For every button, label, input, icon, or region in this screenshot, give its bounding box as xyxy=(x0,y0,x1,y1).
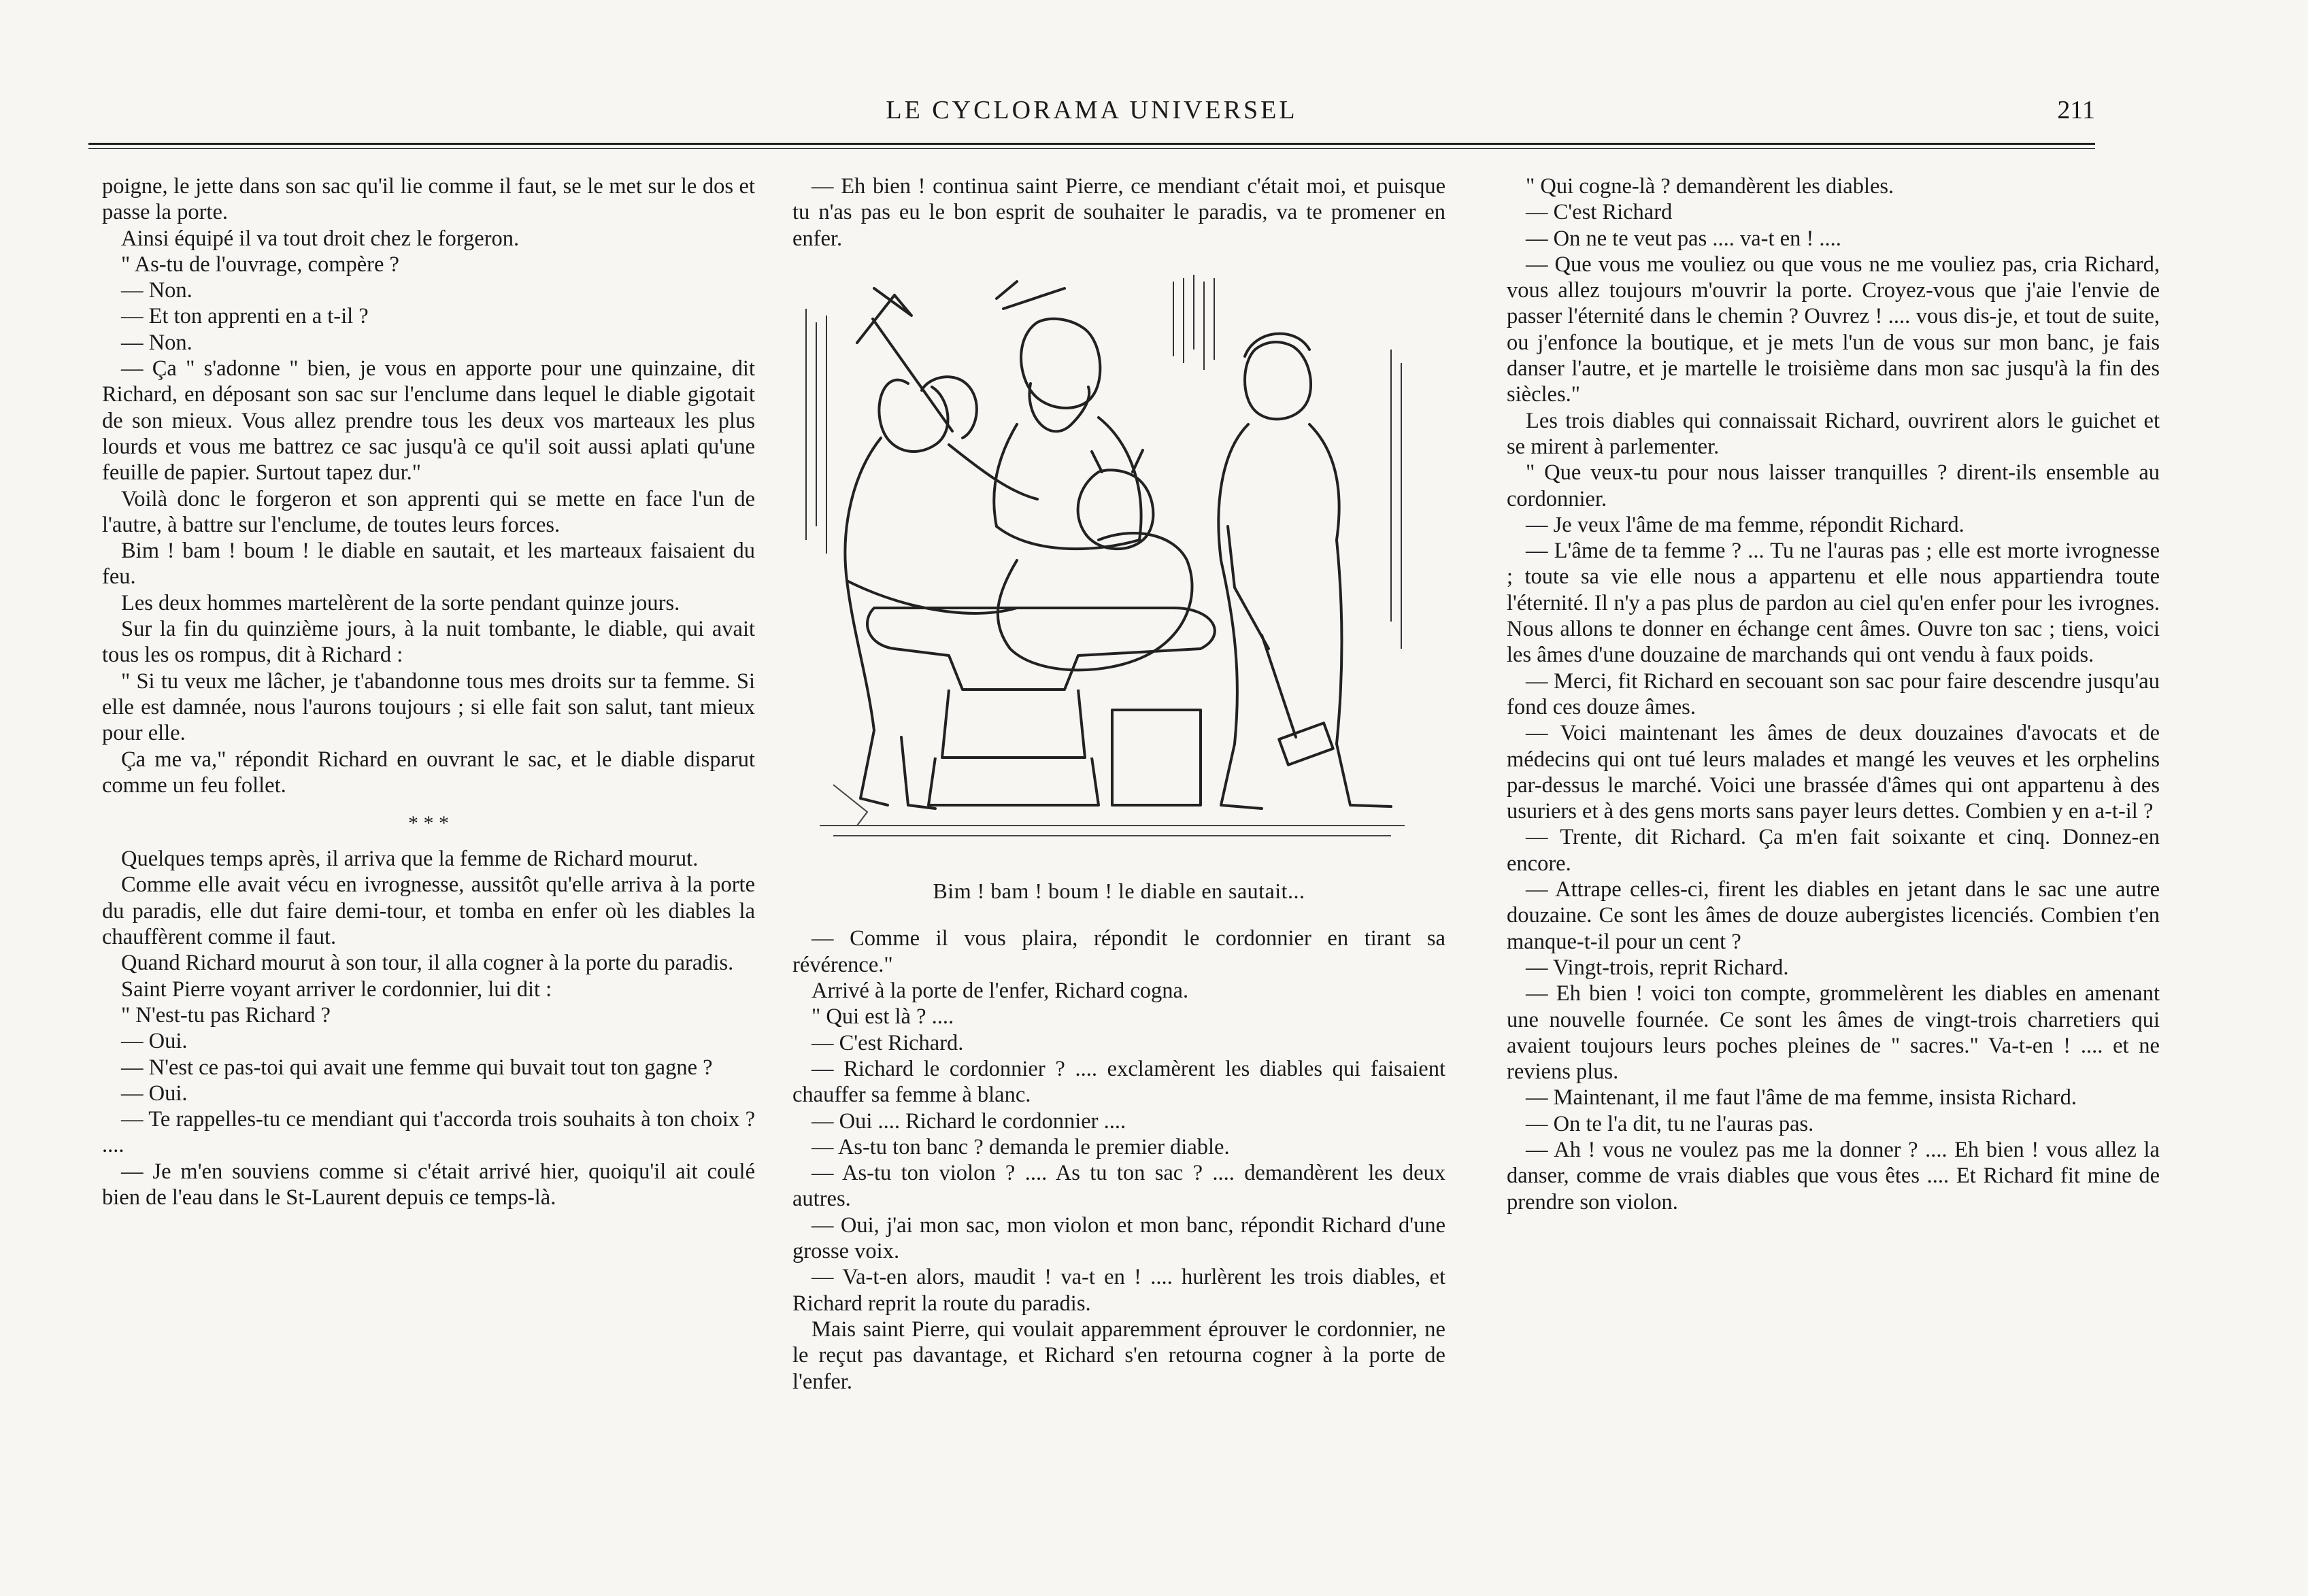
paragraph: — Non. xyxy=(121,278,193,303)
running-header xyxy=(88,95,2095,136)
paragraph: — On ne te veut pas .... va-t en ! .... xyxy=(1526,226,1841,251)
paragraph: — As-tu ton banc ? demanda le premier diable. xyxy=(812,1134,1230,1159)
paragraph: Mais saint Pierre, qui voulait apparemment éprouver le cordonnier, ne le reçut pas davantage, et Richard s'en retourna cogner à la porte de l'enfer. xyxy=(792,1317,1445,1394)
paragraph: Comme elle avait vécu en ivrognesse, aussitôt qu'elle arriva à la porte du paradis, elle dut faire demi-tour, et tomba en enfer où les diables la chauffèrent comme il faut. xyxy=(102,872,755,950)
paragraph: — C'est Richard xyxy=(1526,200,1673,225)
paragraph: — Je m'en souviens comme si c'était arrivé hier, quoiqu'il ait coulé bien de l'eau dans le St-Laurent depuis ce temps-là. xyxy=(102,1159,755,1210)
paragraph: " Qui cogne-là ? demandèrent les diables. xyxy=(1526,174,1894,199)
paragraph: Sur la fin du quinzième jours, à la nuit tombante, le diable, qui avait tous les os rompus, dit à Richard : xyxy=(102,617,755,668)
header-rule-thin xyxy=(88,148,2095,149)
paragraph: Bim ! bam ! boum ! le diable en sautait, et les marteaux faisaient du feu. xyxy=(102,539,755,590)
paragraph: Arrivé à la porte de l'enfer, Richard cogna. xyxy=(812,979,1189,1004)
paragraph: — As-tu ton violon ? .... As tu ton sac ? .... demandèrent les deux autres. xyxy=(792,1161,1445,1212)
paragraph: — Oui .... Richard le cordonnier .... xyxy=(812,1108,1126,1134)
paragraph: — Oui. xyxy=(121,1081,188,1106)
paragraph: — Richard le cordonnier ? .... exclamèrent les diables qui faisaient chauffer sa femme à blanc. xyxy=(792,1056,1445,1108)
paragraph: Ça me va," répondit Richard en ouvrant le sac, et le diable disparut comme un feu follet. xyxy=(102,747,755,798)
paragraph: " N'est-tu pas Richard ? xyxy=(121,1002,331,1028)
paragraph: " Que veux-tu pour nous laisser tranquilles ? dirent-ils ensemble au cordonnier. xyxy=(1507,460,2160,511)
paragraph: — On te l'a dit, tu ne l'auras pas. xyxy=(1526,1111,1814,1136)
paragraph: Voilà donc le forgeron et son apprenti qui se mette en face l'un de l'autre, à battre sur l'enclume, de toutes leurs forces. xyxy=(102,486,755,537)
paragraph: — N'est ce pas-toi qui avait une femme qui buvait tout ton gagne ? xyxy=(121,1055,713,1080)
paragraph: — Eh bien ! continua saint Pierre, ce mendiant c'était moi, et puisque tu n'as pas eu le bon esprit de souhaiter le paradis, va te promener en enfer. xyxy=(792,174,1445,251)
header-rule-thick xyxy=(88,143,2095,145)
section-separator: * * * xyxy=(408,812,449,835)
paragraph: — Va-t-en alors, maudit ! va-t en ! .... hurlèrent les trois diables, et Richard reprit la route du paradis. xyxy=(792,1265,1445,1316)
paragraph: " As-tu de l'ouvrage, compère ? xyxy=(121,252,399,277)
paragraph: — C'est Richard. xyxy=(812,1030,964,1055)
text-column-3 xyxy=(1507,173,2160,1215)
paragraph: " Si tu veux me lâcher, je t'abandonne tous mes droits sur ta femme. Si elle est damnée, nous l'aurons toujours ; si elle fait son salut, tant mieux pour elle. xyxy=(102,668,755,746)
paragraph: — Vingt-trois, reprit Richard. xyxy=(1526,955,1789,980)
paragraph: Ainsi équipé il va tout droit chez le forgeron. xyxy=(121,226,520,251)
paragraph: — Comme il vous plaira, répondit le cordonnier en tirant sa révérence." xyxy=(792,926,1445,977)
text-column-2 xyxy=(792,173,1445,1395)
caption-text: Bim ! bam ! boum ! le diable en sautait... xyxy=(933,879,1305,904)
paragraph: poigne, le jette dans son sac qu'il lie comme il faut, se le met sur le dos et passe la porte. xyxy=(102,174,755,225)
paragraph: — Ça " s'adonne " bien, je vous en apporte pour une quinzaine, dit Richard, en déposant son sac sur l'enclume dans lequel le diable gigotait de son mieux. Vous allez prendre tous les deux vos marteaux les plus lourds et vous me battrez ce sac jusqu'à ce qu'il soit aussi aplati qu'une feuille de papier. Surtout tapez dur." xyxy=(102,356,755,486)
paragraph: Saint Pierre voyant arriver le cordonnier, lui dit : xyxy=(121,977,552,1002)
paragraph: — Te rappelles-tu ce mendiant qui t'accorda trois souhaits à ton choix ? .... xyxy=(102,1107,755,1158)
paragraph: Les trois diables qui connaissait Richard, ouvrirent alors le guichet et se mirent à parlementer. xyxy=(1507,408,2160,459)
paragraph: — L'âme de ta femme ? ... Tu ne l'auras pas ; elle est morte ivrognesse ; toute sa vie elle nous a appartenu et elle nous appartiendra toute l'éternité. Il n'y a pas plus de pardon au ciel qu'en enfer pour les ivrognes. Nous allons te donner en échange cent âmes. Ouvre ton sac ; tiens, voici les âmes d'une douzaine de marchands qui ont vendu à faux poids. xyxy=(1507,539,2160,668)
paragraph: — Trente, dit Richard. Ça m'en fait soixante et cinq. Donnez-en encore. xyxy=(1507,825,2160,876)
forge-illustration xyxy=(792,268,1432,866)
paragraph: Les deux hommes martelèrent de la sorte pendant quinze jours. xyxy=(121,590,680,615)
paragraph: — Oui. xyxy=(121,1029,188,1054)
text-column-1 xyxy=(102,173,755,1210)
paragraph: — Non. xyxy=(121,330,193,355)
figure-caption xyxy=(792,878,1445,904)
paragraph: — Ah ! vous ne voulez pas me la donner ? .... Eh bien ! vous allez la danser, comme de vrais diables que vous êtes .... Et Richard fit mine de prendre son violon. xyxy=(1507,1137,2160,1215)
paragraph: — Eh bien ! voici ton compte, grommelèrent les diables en amenant une nouvelle fournée. Ce sont les âmes de vingt-trois charretiers qui avaient toujours leurs poches pleines de " sacres." Va-t-en ! .... et ne reviens plus. xyxy=(1507,981,2160,1085)
paragraph: Quelques temps après, il arriva que la femme de Richard mourut. xyxy=(121,847,699,872)
paragraph: — Que vous me vouliez ou que vous ne me vouliez pas, cria Richard, vous allez toujours m'ouvrir la porte. Croyez-vous que j'aie l'envie de passer l'éternité dans le chemin ? Ouvrez ! .... vous dis-je, et tout de suite, ou j'enfonce la boutique, et je mets l'un de vous sur mon banc, je fais danser l'autre, et je martelle le troisième dans mon sac jusqu'à la fin des siècles." xyxy=(1507,252,2160,407)
journal-title: LE CYCLORAMA UNIVERSEL xyxy=(886,96,1298,124)
page-number: 211 xyxy=(2057,96,2095,124)
paragraph: Quand Richard mourut à son tour, il alla cogner à la porte du paradis. xyxy=(121,951,734,976)
paragraph: — Maintenant, il me faut l'âme de ma femme, insista Richard. xyxy=(1526,1085,2077,1110)
paragraph: — Merci, fit Richard en secouant son sac pour faire descendre jusqu'au fond ces douze âmes. xyxy=(1507,668,2160,719)
paragraph: — Oui, j'ai mon sac, mon violon et mon banc, répondit Richard d'une grosse voix. xyxy=(792,1212,1445,1264)
paragraph: — Voici maintenant les âmes de deux douzaines d'avocats et de médecins qui ont tué leurs malades et mangé les veuves et les orphelins par-dessus le marché. Voici une brassée d'âmes qui ont appartenu à des usuriers et à des gens morts sans payer leurs dettes. Combien y en a-t-il ? xyxy=(1507,721,2160,824)
paragraph: — Je veux l'âme de ma femme, répondit Richard. xyxy=(1526,512,1964,537)
paragraph: — Attrape celles-ci, firent les diables en jetant dans le sac une autre douzaine. Ce sont les âmes de douze aubergistes licenciés. Combien t'en manque-t-il pour un cent ? xyxy=(1507,877,2160,954)
paragraph: " Qui est là ? .... xyxy=(812,1004,954,1030)
paragraph: — Et ton apprenti en a t-il ? xyxy=(121,304,369,329)
